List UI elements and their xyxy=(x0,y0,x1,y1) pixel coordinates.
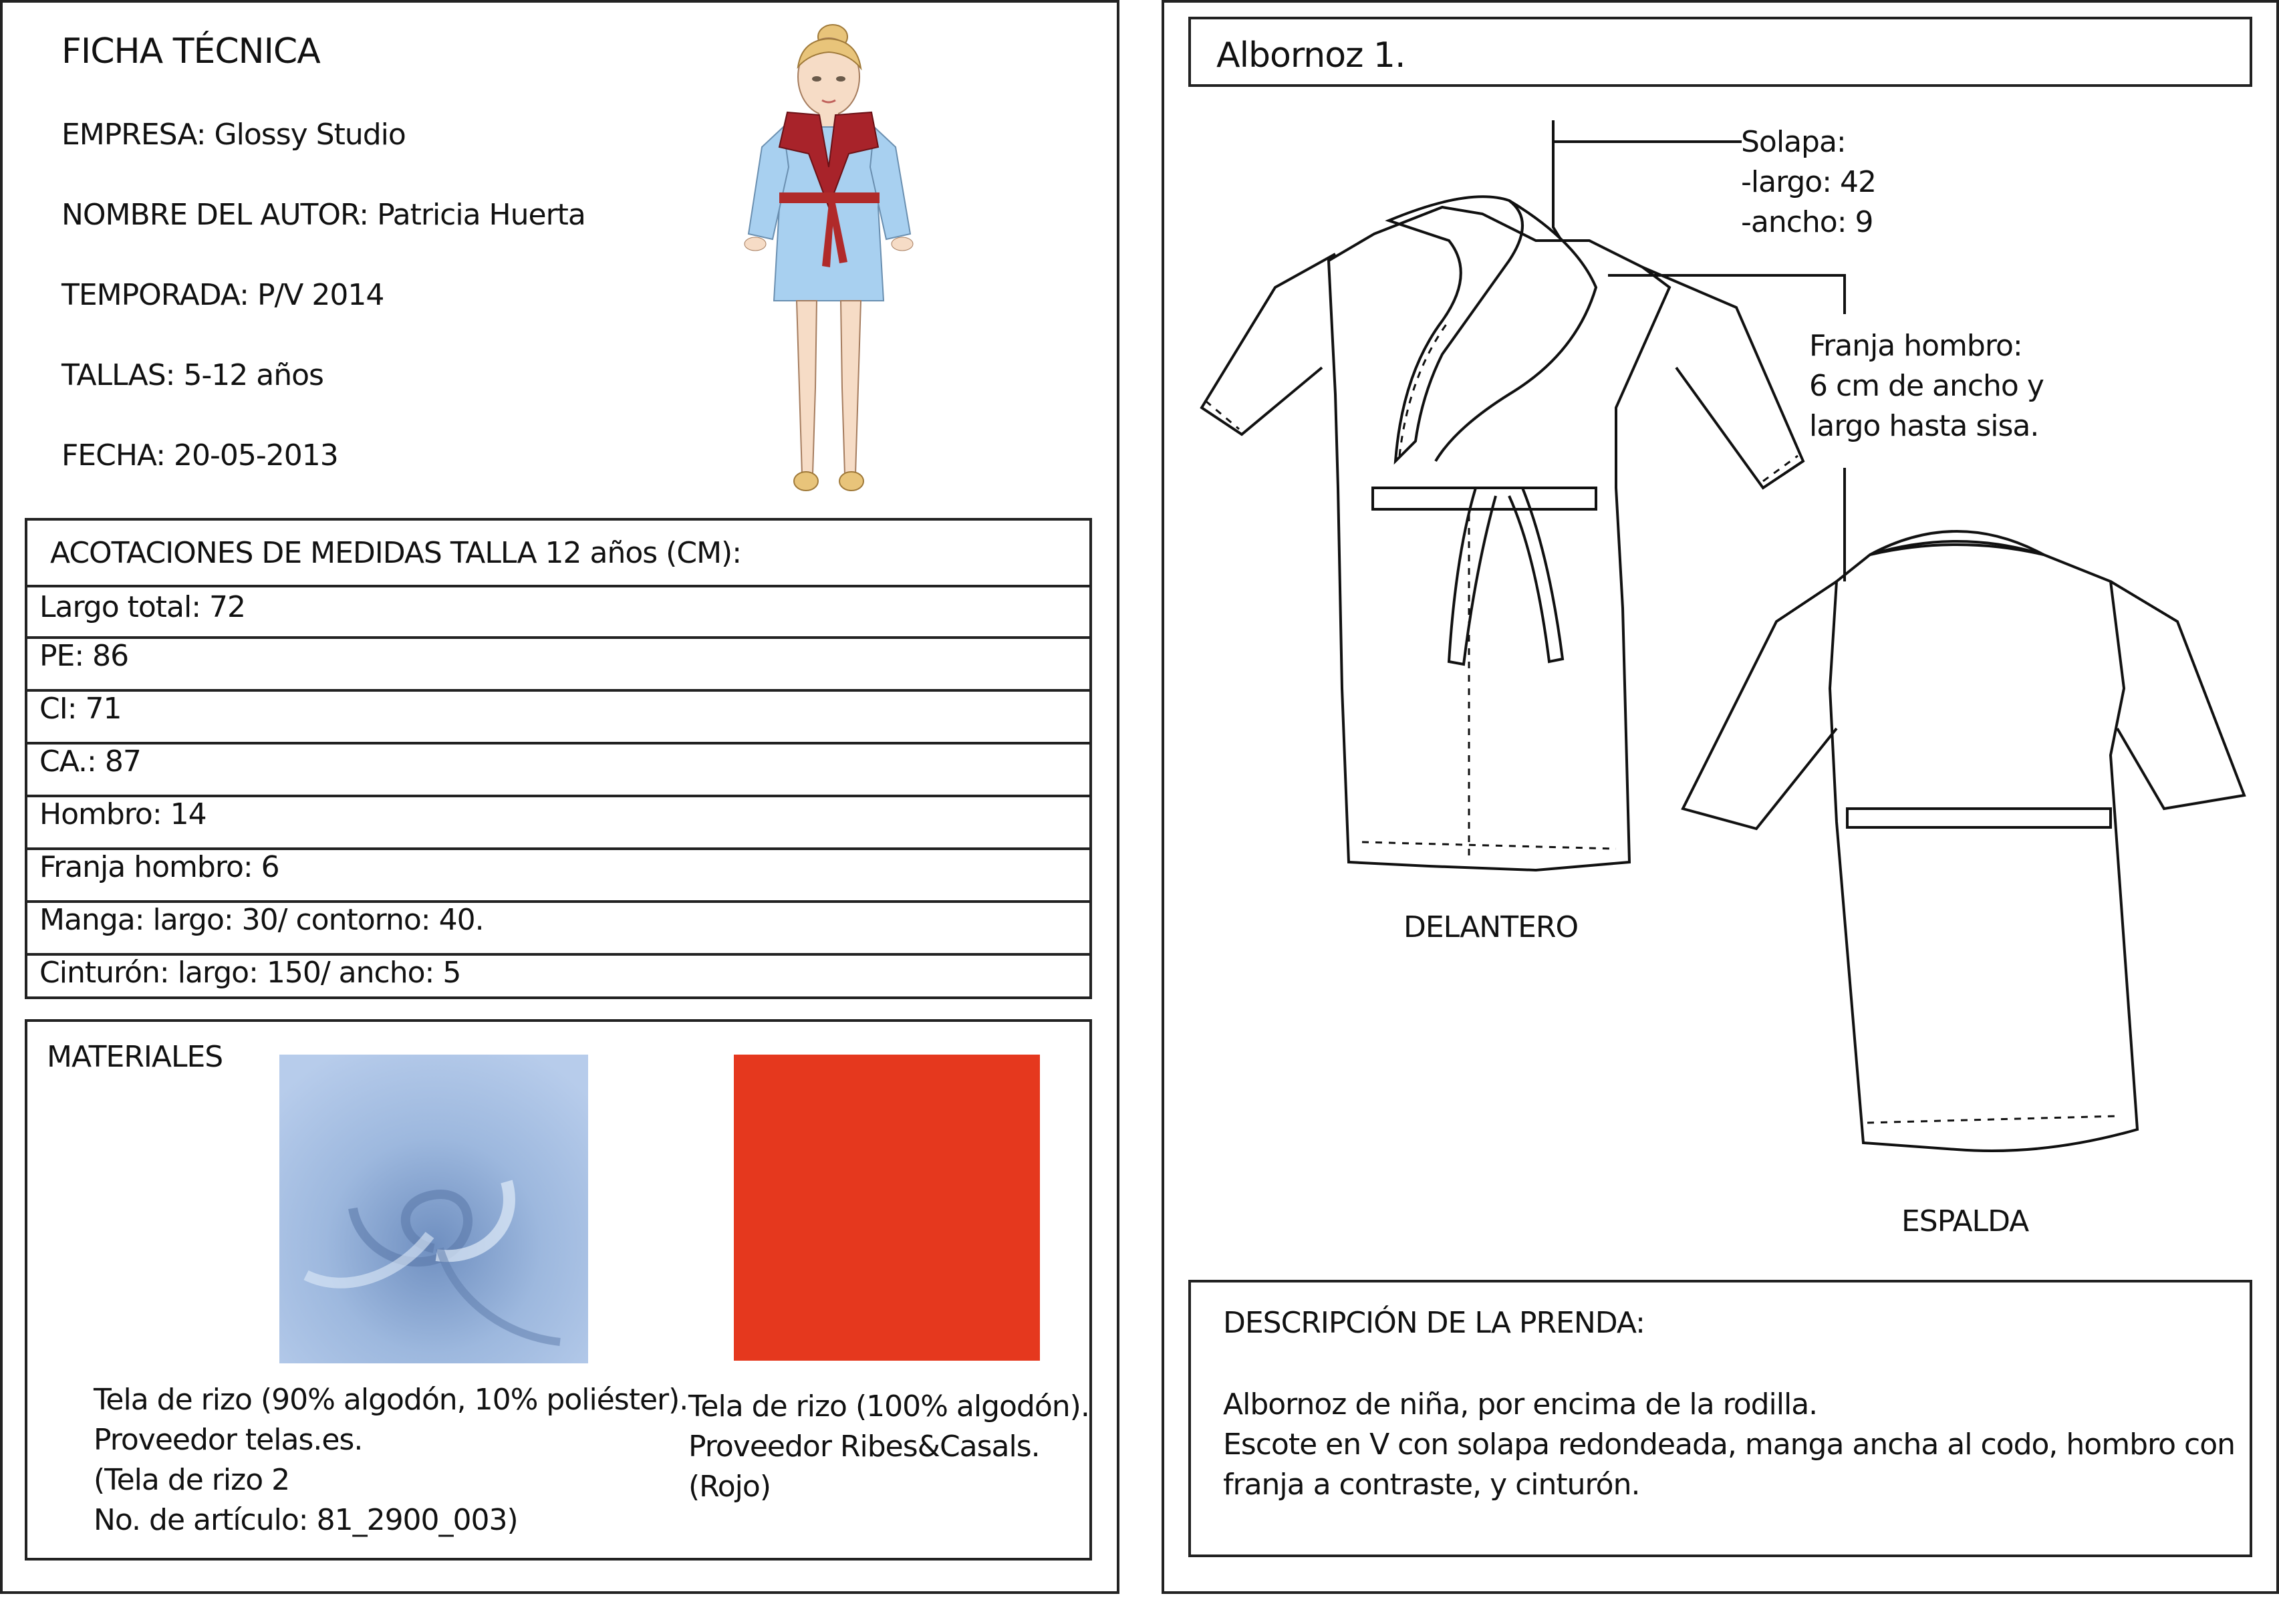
fabric1-desc-4: No. de artículo: 81_2900_003) xyxy=(94,1503,518,1537)
measurements-header: ACOTACIONES DE MEDIDAS TALLA 12 años (CM): xyxy=(50,536,742,570)
table-row: Manga: largo: 30/ contorno: 40. xyxy=(25,900,1092,956)
temporada-label: TEMPORADA: P/V 2014 xyxy=(61,278,384,312)
fabric-swatch-red xyxy=(734,1055,1040,1361)
materials-title: MATERIALES xyxy=(47,1040,223,1074)
fabric-swatch-blue xyxy=(279,1055,588,1363)
solapa-label-3: -ancho: 9 xyxy=(1741,205,1873,239)
description-line-2: Escote en V con solapa redondeada, manga ancha al codo, hombro con xyxy=(1223,1428,2236,1462)
empresa-label: EMPRESA: Glossy Studio xyxy=(61,118,406,152)
solapa-label-2: -largo: 42 xyxy=(1741,165,1877,199)
delantero-label: DELANTERO xyxy=(1403,910,1579,944)
description-line-3: franja a contraste, y cinturón. xyxy=(1223,1468,1640,1502)
fabric2-desc-3: (Rojo) xyxy=(688,1470,771,1504)
fabric2-desc-1: Tela de rizo (100% algodón). xyxy=(688,1389,1089,1424)
fabric2-desc-2: Proveedor Ribes&Casals. xyxy=(688,1430,1040,1464)
table-row: PE: 86 xyxy=(25,636,1092,692)
fabric1-desc-3: (Tela de rizo 2 xyxy=(94,1463,290,1497)
table-row: CA.: 87 xyxy=(25,742,1092,797)
franja-label-3: largo hasta sisa. xyxy=(1809,409,2039,443)
fabric1-desc-2: Proveedor telas.es. xyxy=(94,1423,363,1457)
page-title: FICHA TÉCNICA xyxy=(61,31,320,72)
table-row: CI: 71 xyxy=(25,689,1092,745)
fabric1-desc-1: Tela de rizo (90% algodón, 10% poliéster). xyxy=(94,1383,688,1417)
table-row: Largo total: 72 xyxy=(25,587,1092,639)
description-line-1: Albornoz de niña, por encima de la rodilla. xyxy=(1223,1387,1818,1422)
description-title: DESCRIPCIÓN DE LA PRENDA: xyxy=(1223,1306,1645,1340)
autor-label: NOMBRE DEL AUTOR: Patricia Huerta xyxy=(61,198,585,232)
franja-label-1: Franja hombro: xyxy=(1809,329,2022,363)
solapa-label-1: Solapa: xyxy=(1741,125,1846,159)
figure-illustration xyxy=(735,13,922,508)
espalda-label: ESPALDA xyxy=(1901,1204,2029,1238)
table-row: Cinturón: largo: 150/ ancho: 5 xyxy=(39,956,461,990)
garment-title: Albornoz 1. xyxy=(1216,35,1405,76)
tallas-label: TALLAS: 5-12 años xyxy=(61,358,323,392)
table-row: Hombro: 14 xyxy=(25,795,1092,850)
fecha-label: FECHA: 20-05-2013 xyxy=(61,438,338,472)
technical-flats xyxy=(1162,87,2279,1263)
table-row: Franja hombro: 6 xyxy=(25,847,1092,903)
franja-label-2: 6 cm de ancho y xyxy=(1809,369,2044,403)
